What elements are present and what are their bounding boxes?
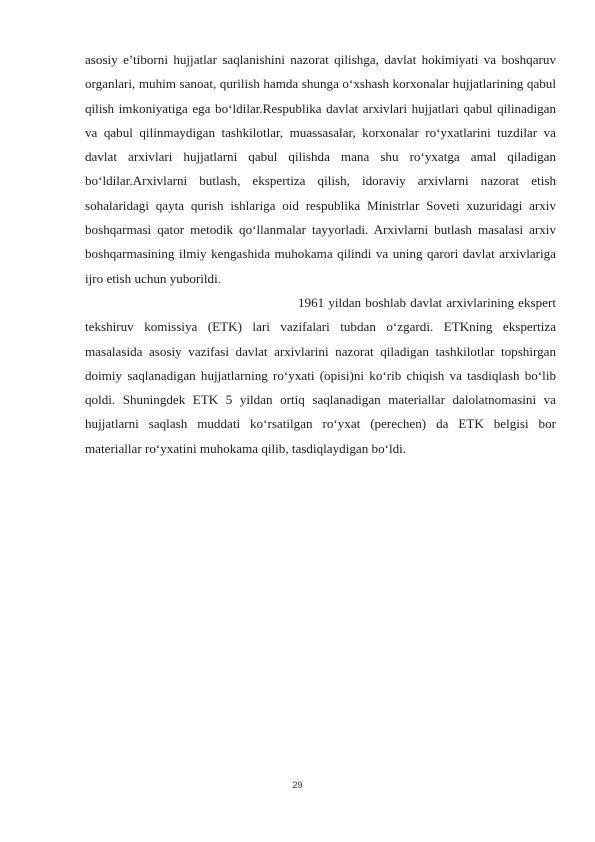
document-body — [85, 48, 556, 461]
paragraph-etk-1961: 1961 yildan boshlab davlat arxivlarining ekspert tekshiruv komissiya (ETK) lari vazifalari tubdan o‘zgardi. ETKning ekspertiza masalasida asosiy vazifasi davlat arxivlarini nazorat qiladigan tashkilotlar topshirgan doimiy saqlanadigan hujjatlarning ro‘yxati (opisi)ni ko‘rib chiqish va tasdiqlash bo‘lib qoldi. Shuningdek ETK 5 yildan ortiq saqlanadigan materiallar dalolatnomasini va hujjatlarni saqlash muddati ko‘rsatilgan ro‘yxat (perechen) da ETK belgisi bor materiallar ro‘yxatini muhokama qilib, tasdiqlaydigan bo‘ldi. — [85, 294, 556, 456]
page-number: 29 — [292, 780, 303, 790]
paragraph-archive-reforms: asosiy e’tiborni hujjatlar saqlanishini nazorat qilishga, davlat hokimiyati va boshqaruv organlari, muhim sanoat, qurilish hamda shunga o‘xshash korxonalar hujjatlarining qabul qilish imkoniyatiga ega bo‘ldilar.Respublika davlat arxivlari hujjatlari qabul qilinadigan va qabul qilinmaydigan tashkilotlar, muassasalar, korxonalar ro‘yxatlarini tuzdilar va davlat arxivlari hujjatlarni qabul qilishda mana shu ro‘yxatga amal qiladigan bo‘ldilar.Arxivlarni butlash, ekspertiza qilish, idoraviy arxivlarni nazorat etish sohalaridagi qayta qurish ishlariga oid respublika Ministrlar Soveti xuzuridagi arxiv boshqarmasi qator metodik qo‘llanmalar tayyorladi. Arxivlarni butlash masalasi arxiv boshqarmasining ilmiy kengashida muhokama qilindi va uning qarori davlat arxivlariga ijro etish uchun yuborildi. — [85, 52, 556, 286]
